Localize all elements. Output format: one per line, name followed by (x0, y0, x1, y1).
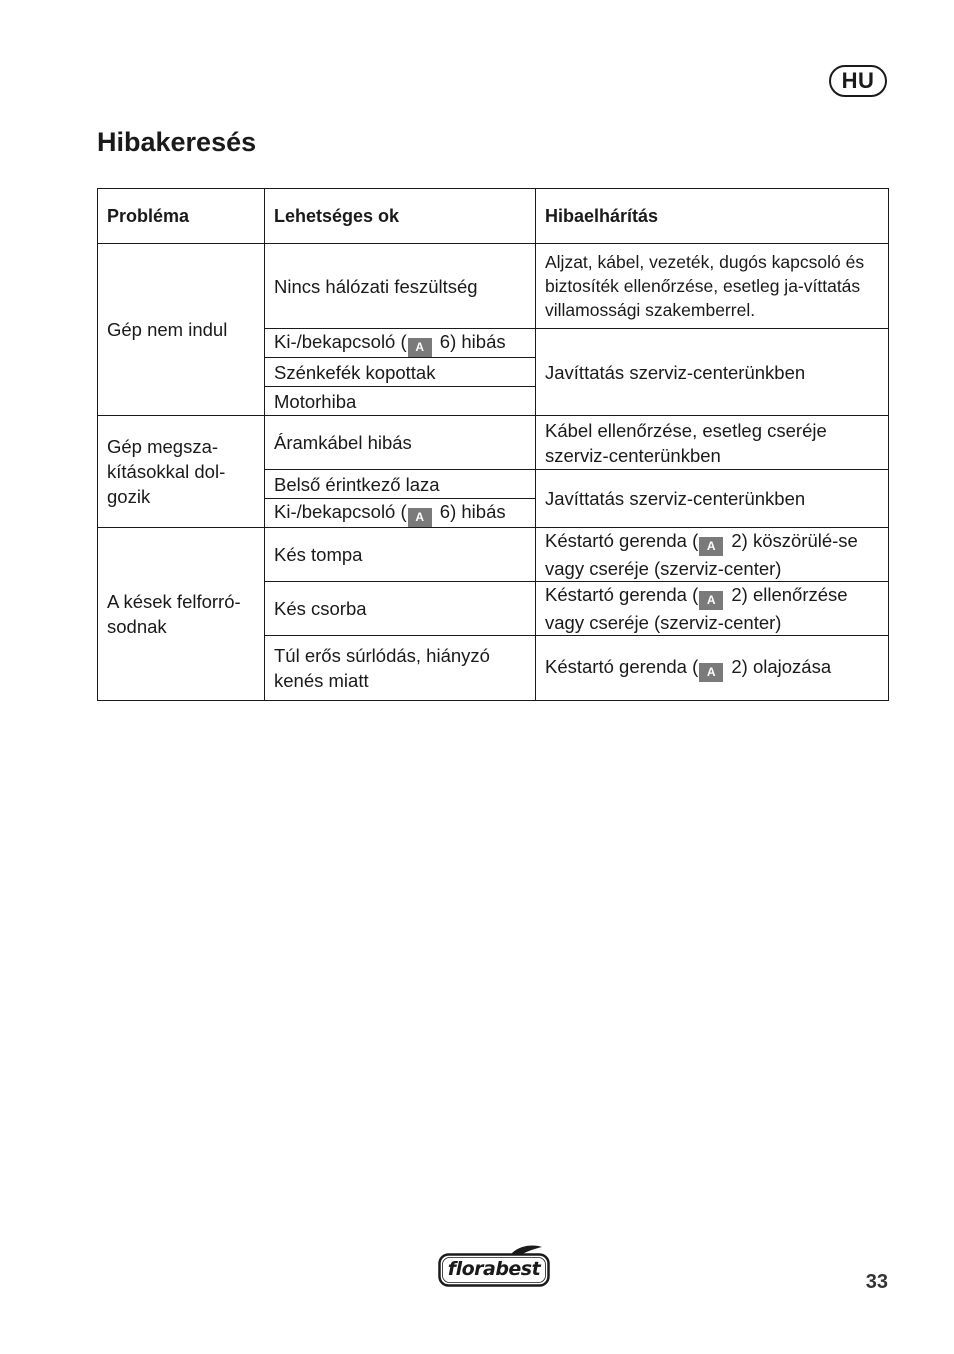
remedy-cell (536, 636, 889, 701)
logo-text: florabest (447, 1258, 541, 1280)
page-number: 33 (865, 1271, 888, 1293)
remedy-text: Késtartó gerenda ( (545, 584, 699, 605)
cause-cell (265, 499, 536, 528)
cause-text: 6) hibás (434, 331, 506, 352)
remedy-cell (536, 528, 889, 582)
troubleshooting-table (97, 188, 889, 701)
cause-cell (265, 329, 536, 358)
table-row (98, 416, 889, 470)
cause-cell: Túl erős súrlódás, hiányzó kenés miatt (265, 636, 536, 701)
page-title: Hibakeresés (97, 127, 257, 157)
cause-text: 6) hibás (434, 501, 506, 522)
cause-cell: Szénkefék kopottak (265, 358, 536, 387)
cause-cell: Áramkábel hibás (265, 416, 536, 470)
remedy-text: 2) olajozása (726, 656, 832, 677)
problem-cell: Gép nem indul (98, 244, 265, 416)
remedy-text: 2) köszörülé-se vagy cseréje (szerviz-center) (545, 530, 858, 579)
remedy-text: Késtartó gerenda ( (545, 530, 699, 551)
remedy-cell: Javíttatás szerviz-centerünkben (536, 329, 889, 416)
language-badge: HU (829, 65, 887, 97)
cause-cell: Motorhiba (265, 387, 536, 416)
problem-cell: Gép megsza-kításokkal dol-gozik (98, 416, 265, 528)
cause-text: Ki-/bekapcsoló ( (274, 331, 407, 352)
cause-cell: Belső érintkező laza (265, 470, 536, 499)
cause-cell: Kés csorba (265, 582, 536, 636)
remedy-text: 2) ellenőrzése vagy cseréje (szerviz-center) (545, 584, 848, 633)
figure-a-icon: A (408, 508, 432, 527)
cause-cell: Kés tompa (265, 528, 536, 582)
remedy-text: Késtartó gerenda ( (545, 656, 699, 677)
figure-a-icon: A (699, 591, 723, 610)
header-cause: Lehetséges ok (265, 189, 536, 244)
table-row (98, 528, 889, 582)
remedy-cell: Kábel ellenőrzése, esetleg cseréje szerviz-centerünkben (536, 416, 889, 470)
figure-a-icon: A (699, 663, 723, 682)
remedy-cell: Javíttatás szerviz-centerünkben (536, 470, 889, 528)
problem-cell: A kések felforró-sodnak (98, 528, 265, 701)
header-problem: Probléma (98, 189, 265, 244)
figure-a-icon: A (699, 537, 723, 556)
cause-text: Ki-/bekapcsoló ( (274, 501, 407, 522)
header-remedy: Hibaelhárítás (536, 189, 889, 244)
cause-cell: Nincs hálózati feszültség (265, 244, 536, 329)
table-row (98, 244, 889, 329)
figure-a-icon: A (408, 338, 432, 357)
table-header-row (98, 189, 889, 244)
remedy-cell (536, 582, 889, 636)
remedy-cell: Aljzat, kábel, vezeték, dugós kapcsoló és biztosíték ellenőrzése, esetleg ja-víttatás villamossági szakemberrel. (536, 244, 889, 329)
